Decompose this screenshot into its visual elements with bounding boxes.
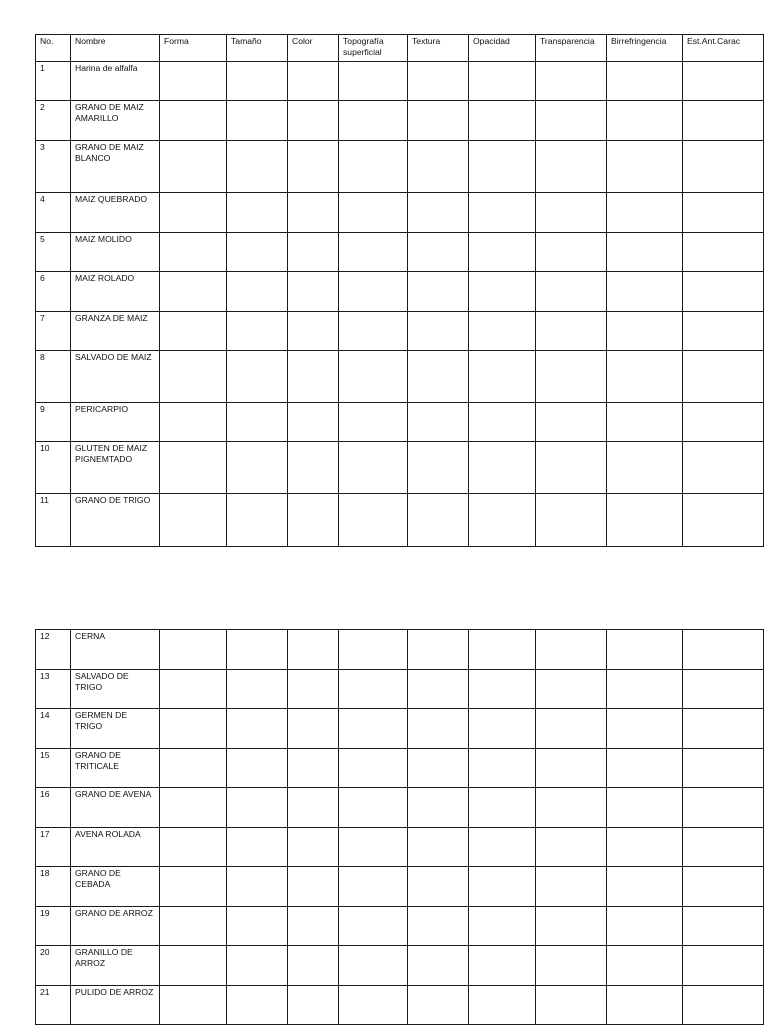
- cell-color: [288, 193, 339, 233]
- row-name-cell: AVENA ROLADA: [71, 828, 160, 867]
- header-cell-birrefringencia: Birrefringencia: [607, 35, 683, 62]
- row-number-cell: 5: [36, 233, 71, 272]
- table-row: [36, 986, 764, 1025]
- cell-forma: [160, 442, 227, 494]
- table-row: [36, 193, 764, 233]
- header-cell-transparencia: Transparencia: [536, 35, 607, 62]
- cell-color: [288, 867, 339, 907]
- cell-topografia: [339, 272, 408, 312]
- cell-forma: [160, 233, 227, 272]
- cell-topografia: [339, 101, 408, 141]
- cell-opacidad: [469, 946, 536, 986]
- cell-opacidad: [469, 709, 536, 749]
- row-name-cell: GRANO DE ARROZ: [71, 907, 160, 946]
- cell-birrefringencia: [607, 946, 683, 986]
- cell-color: [288, 62, 339, 101]
- cell-tamano: [227, 788, 288, 828]
- cell-textura: [408, 867, 469, 907]
- header-cell-no: No.: [36, 35, 71, 62]
- cell-textura: [408, 788, 469, 828]
- header-cell-est-ant-carac: Est.Ant.Carac: [683, 35, 764, 62]
- cell-tamano: [227, 193, 288, 233]
- cell-birrefringencia: [607, 442, 683, 494]
- row-number-cell: 19: [36, 907, 71, 946]
- cell-tamano: [227, 62, 288, 101]
- cell-tamano: [227, 946, 288, 986]
- cell-forma: [160, 351, 227, 403]
- cell-birrefringencia: [607, 630, 683, 670]
- cell-birrefringencia: [607, 494, 683, 547]
- cell-textura: [408, 749, 469, 788]
- header-cell-color: Color: [288, 35, 339, 62]
- table-row: [36, 709, 764, 749]
- row-number-cell: 20: [36, 946, 71, 986]
- table-row: [36, 403, 764, 442]
- cell-topografia: [339, 788, 408, 828]
- cell-forma: [160, 272, 227, 312]
- row-name-cell: GLUTEN DE MAIZ PIGNEMTADO: [71, 442, 160, 494]
- cell-color: [288, 272, 339, 312]
- table-row: [36, 749, 764, 788]
- cell-textura: [408, 101, 469, 141]
- header-cell-textura: Textura: [408, 35, 469, 62]
- header-cell-nombre: Nombre: [71, 35, 160, 62]
- table-row: [36, 442, 764, 494]
- cell-transparencia: [536, 403, 607, 442]
- row-number-cell: 11: [36, 494, 71, 547]
- cell-opacidad: [469, 749, 536, 788]
- cell-transparencia: [536, 828, 607, 867]
- cell-birrefringencia: [607, 788, 683, 828]
- table-row: [36, 141, 764, 193]
- cell-tamano: [227, 986, 288, 1025]
- row-number-cell: 2: [36, 101, 71, 141]
- cell-est-ant-carac: [683, 272, 764, 312]
- cell-transparencia: [536, 272, 607, 312]
- row-number-cell: 3: [36, 141, 71, 193]
- cell-transparencia: [536, 101, 607, 141]
- cell-est-ant-carac: [683, 749, 764, 788]
- table-row: [36, 670, 764, 709]
- row-number-cell: 21: [36, 986, 71, 1025]
- cell-topografia: [339, 986, 408, 1025]
- cell-birrefringencia: [607, 272, 683, 312]
- cell-forma: [160, 630, 227, 670]
- cell-topografia: [339, 312, 408, 351]
- cell-topografia: [339, 141, 408, 193]
- table-row: [36, 494, 764, 547]
- cell-est-ant-carac: [683, 312, 764, 351]
- table-row: [36, 828, 764, 867]
- cell-birrefringencia: [607, 101, 683, 141]
- cell-topografia: [339, 907, 408, 946]
- row-number-cell: 14: [36, 709, 71, 749]
- cell-forma: [160, 193, 227, 233]
- row-name-cell: SALVADO DE TRIGO: [71, 670, 160, 709]
- cell-tamano: [227, 867, 288, 907]
- cell-color: [288, 141, 339, 193]
- header-cell-tamano: Tamaño: [227, 35, 288, 62]
- cell-est-ant-carac: [683, 141, 764, 193]
- cell-textura: [408, 141, 469, 193]
- cell-textura: [408, 670, 469, 709]
- cell-est-ant-carac: [683, 403, 764, 442]
- cell-color: [288, 101, 339, 141]
- cell-transparencia: [536, 946, 607, 986]
- cell-transparencia: [536, 788, 607, 828]
- cell-forma: [160, 749, 227, 788]
- row-name-cell: MAIZ QUEBRADO: [71, 193, 160, 233]
- cell-est-ant-carac: [683, 101, 764, 141]
- cell-birrefringencia: [607, 351, 683, 403]
- cell-textura: [408, 233, 469, 272]
- row-name-cell: CERNA: [71, 630, 160, 670]
- row-name-cell: MAIZ ROLADO: [71, 272, 160, 312]
- cell-forma: [160, 788, 227, 828]
- cell-opacidad: [469, 272, 536, 312]
- row-number-cell: 13: [36, 670, 71, 709]
- cell-topografia: [339, 494, 408, 547]
- row-number-cell: 4: [36, 193, 71, 233]
- table-row: [36, 946, 764, 986]
- cell-birrefringencia: [607, 670, 683, 709]
- cell-tamano: [227, 312, 288, 351]
- cell-opacidad: [469, 494, 536, 547]
- cell-opacidad: [469, 867, 536, 907]
- cell-opacidad: [469, 141, 536, 193]
- row-name-cell: SALVADO DE MAIZ: [71, 351, 160, 403]
- cell-textura: [408, 351, 469, 403]
- cell-forma: [160, 670, 227, 709]
- cell-color: [288, 749, 339, 788]
- cell-transparencia: [536, 351, 607, 403]
- row-number-cell: 15: [36, 749, 71, 788]
- table-row: [36, 788, 764, 828]
- cell-color: [288, 907, 339, 946]
- cell-birrefringencia: [607, 986, 683, 1025]
- cell-topografia: [339, 233, 408, 272]
- cell-textura: [408, 907, 469, 946]
- cell-birrefringencia: [607, 749, 683, 788]
- cell-tamano: [227, 233, 288, 272]
- row-number-cell: 6: [36, 272, 71, 312]
- cell-tamano: [227, 351, 288, 403]
- cell-opacidad: [469, 101, 536, 141]
- table-row: [36, 312, 764, 351]
- cell-topografia: [339, 193, 408, 233]
- cell-opacidad: [469, 986, 536, 1025]
- cell-forma: [160, 494, 227, 547]
- cell-topografia: [339, 749, 408, 788]
- cell-opacidad: [469, 442, 536, 494]
- cell-est-ant-carac: [683, 193, 764, 233]
- cell-est-ant-carac: [683, 907, 764, 946]
- cell-tamano: [227, 749, 288, 788]
- cell-forma: [160, 312, 227, 351]
- cell-est-ant-carac: [683, 986, 764, 1025]
- cell-color: [288, 670, 339, 709]
- row-name-cell: Harina de alfalfa: [71, 62, 160, 101]
- cell-tamano: [227, 494, 288, 547]
- table-row: [36, 101, 764, 141]
- characteristics-table-top: [35, 34, 764, 547]
- cell-topografia: [339, 946, 408, 986]
- cell-textura: [408, 272, 469, 312]
- cell-opacidad: [469, 193, 536, 233]
- cell-birrefringencia: [607, 141, 683, 193]
- row-name-cell: GRANO DE MAIZ BLANCO: [71, 141, 160, 193]
- cell-transparencia: [536, 986, 607, 1025]
- table-row: [36, 867, 764, 907]
- cell-transparencia: [536, 709, 607, 749]
- header-cell-opacidad: Opacidad: [469, 35, 536, 62]
- row-name-cell: GRANO DE MAIZ AMARILLO: [71, 101, 160, 141]
- cell-tamano: [227, 630, 288, 670]
- cell-est-ant-carac: [683, 630, 764, 670]
- table-row: [36, 351, 764, 403]
- cell-topografia: [339, 709, 408, 749]
- cell-color: [288, 709, 339, 749]
- cell-transparencia: [536, 141, 607, 193]
- cell-color: [288, 351, 339, 403]
- cell-color: [288, 788, 339, 828]
- cell-forma: [160, 141, 227, 193]
- cell-color: [288, 403, 339, 442]
- cell-est-ant-carac: [683, 494, 764, 547]
- cell-textura: [408, 828, 469, 867]
- cell-est-ant-carac: [683, 670, 764, 709]
- table-row: [36, 233, 764, 272]
- cell-tamano: [227, 709, 288, 749]
- table-top-body: [36, 62, 764, 547]
- cell-color: [288, 442, 339, 494]
- cell-topografia: [339, 630, 408, 670]
- cell-est-ant-carac: [683, 351, 764, 403]
- cell-color: [288, 986, 339, 1025]
- cell-tamano: [227, 272, 288, 312]
- cell-est-ant-carac: [683, 233, 764, 272]
- row-number-cell: 8: [36, 351, 71, 403]
- cell-birrefringencia: [607, 403, 683, 442]
- cell-forma: [160, 828, 227, 867]
- row-name-cell: GRANO DE TRITICALE: [71, 749, 160, 788]
- cell-transparencia: [536, 749, 607, 788]
- cell-topografia: [339, 828, 408, 867]
- cell-est-ant-carac: [683, 867, 764, 907]
- header-cell-topografia: Topografía superficial: [339, 35, 408, 62]
- cell-textura: [408, 312, 469, 351]
- row-name-cell: GRANO DE TRIGO: [71, 494, 160, 547]
- cell-textura: [408, 62, 469, 101]
- cell-forma: [160, 709, 227, 749]
- cell-birrefringencia: [607, 828, 683, 867]
- cell-topografia: [339, 867, 408, 907]
- cell-transparencia: [536, 442, 607, 494]
- cell-tamano: [227, 907, 288, 946]
- row-name-cell: GRANO DE AVENA: [71, 788, 160, 828]
- cell-color: [288, 630, 339, 670]
- row-number-cell: 17: [36, 828, 71, 867]
- cell-textura: [408, 986, 469, 1025]
- cell-textura: [408, 494, 469, 547]
- cell-opacidad: [469, 907, 536, 946]
- cell-opacidad: [469, 630, 536, 670]
- cell-transparencia: [536, 494, 607, 547]
- cell-opacidad: [469, 312, 536, 351]
- cell-transparencia: [536, 630, 607, 670]
- row-name-cell: PERICARPIO: [71, 403, 160, 442]
- cell-tamano: [227, 670, 288, 709]
- cell-opacidad: [469, 670, 536, 709]
- cell-topografia: [339, 62, 408, 101]
- header-cell-forma: Forma: [160, 35, 227, 62]
- cell-tamano: [227, 403, 288, 442]
- cell-opacidad: [469, 62, 536, 101]
- cell-est-ant-carac: [683, 442, 764, 494]
- cell-forma: [160, 907, 227, 946]
- cell-opacidad: [469, 351, 536, 403]
- cell-birrefringencia: [607, 233, 683, 272]
- row-name-cell: PULIDO DE ARROZ: [71, 986, 160, 1025]
- row-name-cell: GRANZA DE MAIZ: [71, 312, 160, 351]
- cell-birrefringencia: [607, 867, 683, 907]
- row-number-cell: 12: [36, 630, 71, 670]
- cell-color: [288, 946, 339, 986]
- cell-birrefringencia: [607, 62, 683, 101]
- cell-textura: [408, 946, 469, 986]
- cell-textura: [408, 193, 469, 233]
- table-bottom-body: [36, 630, 764, 1025]
- cell-birrefringencia: [607, 709, 683, 749]
- cell-est-ant-carac: [683, 946, 764, 986]
- row-name-cell: GERMEN DE TRIGO: [71, 709, 160, 749]
- cell-transparencia: [536, 312, 607, 351]
- table-row: [36, 907, 764, 946]
- row-number-cell: 18: [36, 867, 71, 907]
- cell-textura: [408, 630, 469, 670]
- cell-tamano: [227, 101, 288, 141]
- cell-forma: [160, 62, 227, 101]
- cell-forma: [160, 403, 227, 442]
- cell-opacidad: [469, 403, 536, 442]
- cell-opacidad: [469, 233, 536, 272]
- cell-color: [288, 312, 339, 351]
- cell-birrefringencia: [607, 907, 683, 946]
- cell-est-ant-carac: [683, 828, 764, 867]
- table-row: [36, 630, 764, 670]
- cell-textura: [408, 709, 469, 749]
- cell-transparencia: [536, 193, 607, 233]
- cell-color: [288, 233, 339, 272]
- row-number-cell: 1: [36, 62, 71, 101]
- cell-tamano: [227, 141, 288, 193]
- cell-textura: [408, 442, 469, 494]
- row-number-cell: 7: [36, 312, 71, 351]
- row-number-cell: 10: [36, 442, 71, 494]
- table-row: [36, 62, 764, 101]
- characteristics-table-bottom: [35, 629, 764, 1025]
- cell-tamano: [227, 828, 288, 867]
- cell-transparencia: [536, 907, 607, 946]
- header-row: [36, 35, 764, 62]
- cell-forma: [160, 986, 227, 1025]
- cell-forma: [160, 101, 227, 141]
- cell-textura: [408, 403, 469, 442]
- cell-est-ant-carac: [683, 709, 764, 749]
- row-name-cell: MAIZ MOLIDO: [71, 233, 160, 272]
- cell-topografia: [339, 442, 408, 494]
- cell-opacidad: [469, 788, 536, 828]
- cell-est-ant-carac: [683, 62, 764, 101]
- cell-est-ant-carac: [683, 788, 764, 828]
- cell-transparencia: [536, 233, 607, 272]
- row-name-cell: GRANILLO DE ARROZ: [71, 946, 160, 986]
- row-number-cell: 16: [36, 788, 71, 828]
- cell-topografia: [339, 403, 408, 442]
- cell-topografia: [339, 351, 408, 403]
- row-number-cell: 9: [36, 403, 71, 442]
- cell-transparencia: [536, 867, 607, 907]
- cell-birrefringencia: [607, 193, 683, 233]
- row-name-cell: GRANO DE CEBADA: [71, 867, 160, 907]
- cell-forma: [160, 946, 227, 986]
- cell-color: [288, 494, 339, 547]
- cell-transparencia: [536, 62, 607, 101]
- cell-transparencia: [536, 670, 607, 709]
- cell-topografia: [339, 670, 408, 709]
- cell-tamano: [227, 442, 288, 494]
- table-row: [36, 272, 764, 312]
- cell-forma: [160, 867, 227, 907]
- cell-opacidad: [469, 828, 536, 867]
- cell-birrefringencia: [607, 312, 683, 351]
- cell-color: [288, 828, 339, 867]
